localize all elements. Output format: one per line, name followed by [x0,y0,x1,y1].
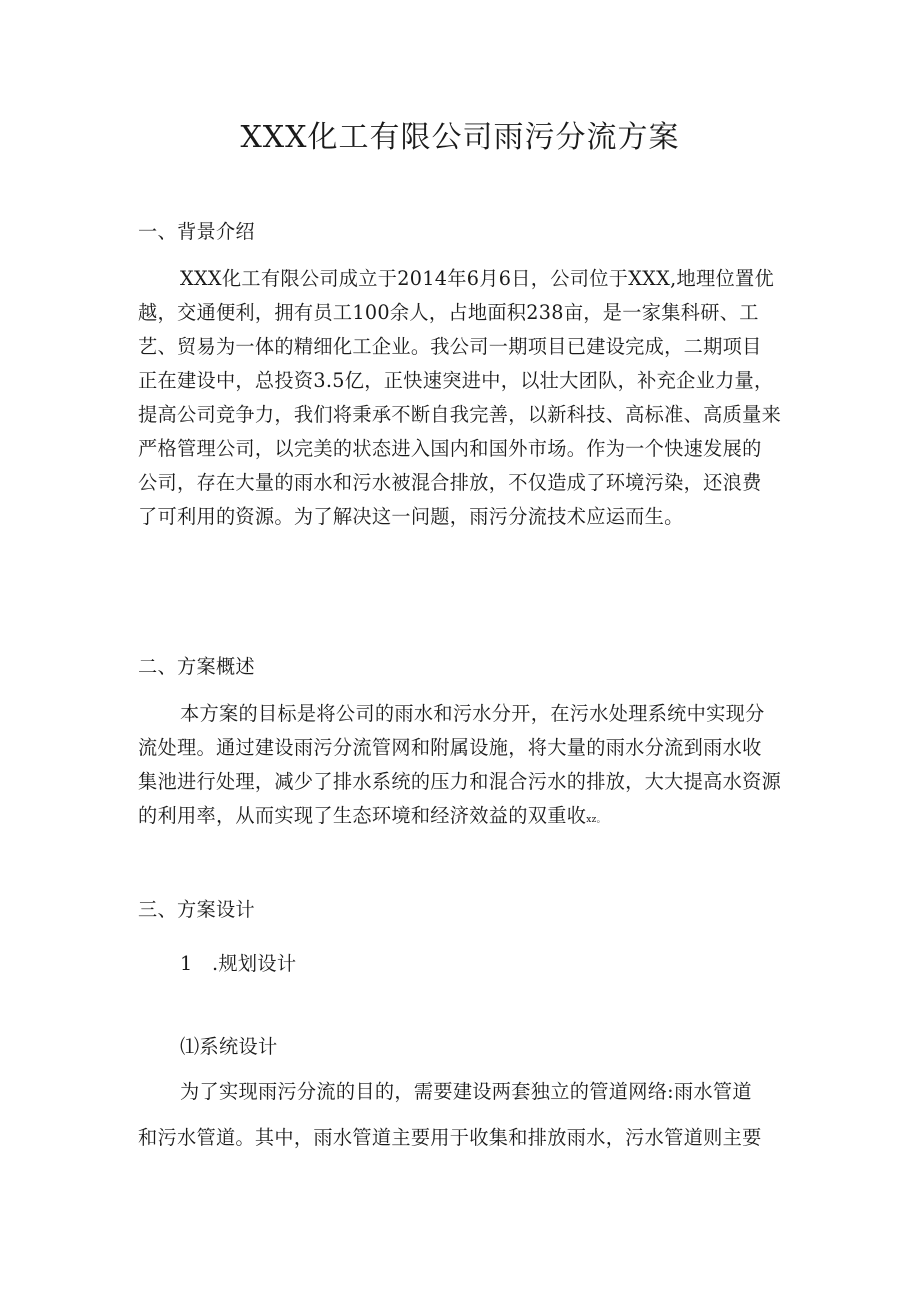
paragraph-line: 集池进行处理，减少了排水系统的压力和混合污水的排放，大大提高水资源 [138,770,782,793]
paragraph-line: XXX化工有限公司成立于2014年6月6日，公司位于XXX,地理位置优 [180,267,774,290]
paragraph-line: 越，交通便利，拥有员工100余人，占地面积238亩，是一家集科研、工 [138,301,759,324]
paragraph-line: 公司，存在大量的雨水和污水被混合排放，不仅造成了环境污染，还浪费 [138,471,762,494]
paragraph-line: 严格管理公司，以完美的状态进入国内和国外市场。作为一个快速发展的 [138,437,762,460]
trailing-mark: xz。 [586,815,606,825]
section-heading-design: 三、方案设计 [138,898,255,921]
subsection-heading: 1 .规划设计 [180,952,297,975]
list-item-heading: ⑴系统设计 [180,1035,278,1058]
paragraph-line: 本方案的目标是将公司的雨水和污水分开，在污水处理系统中实现分 [180,702,765,725]
paragraph-line: 了可利用的资源。为了解决这一问题，雨污分流技术应运而生。 [138,505,684,528]
paragraph-line: 提高公司竞争力，我们将秉承不断自我完善，以新科技、高标准、高质量来 [138,403,782,426]
paragraph-line [138,802,606,834]
paragraph-text: 的利用率，从而实现了生态环境和经济效益的双重收 [138,804,587,827]
paragraph-line: 艺、贸易为一体的精细化工企业。我公司一期项目已建设完成，二期项目 [138,335,762,358]
paragraph-line: 为了实现雨污分流的目的，需要建设两套独立的管道网络:雨水管道 [180,1080,752,1103]
document-title: XXX化工有限公司雨污分流方案 [240,120,680,155]
section-heading-background: 一、背景介绍 [138,220,255,243]
paragraph-line: 正在建设中，总投资3.5亿，正快速突进中，以壮大团队，补充企业力量， [138,369,774,392]
paragraph-line: 和污水管道。其中，雨水管道主要用于收集和排放雨水，污水管道则主要 [138,1126,762,1149]
paragraph-line: 流处理。通过建设雨污分流管网和附属设施，将大量的雨水分流到雨水收 [138,736,762,759]
section-heading-overview: 二、方案概述 [138,655,255,678]
